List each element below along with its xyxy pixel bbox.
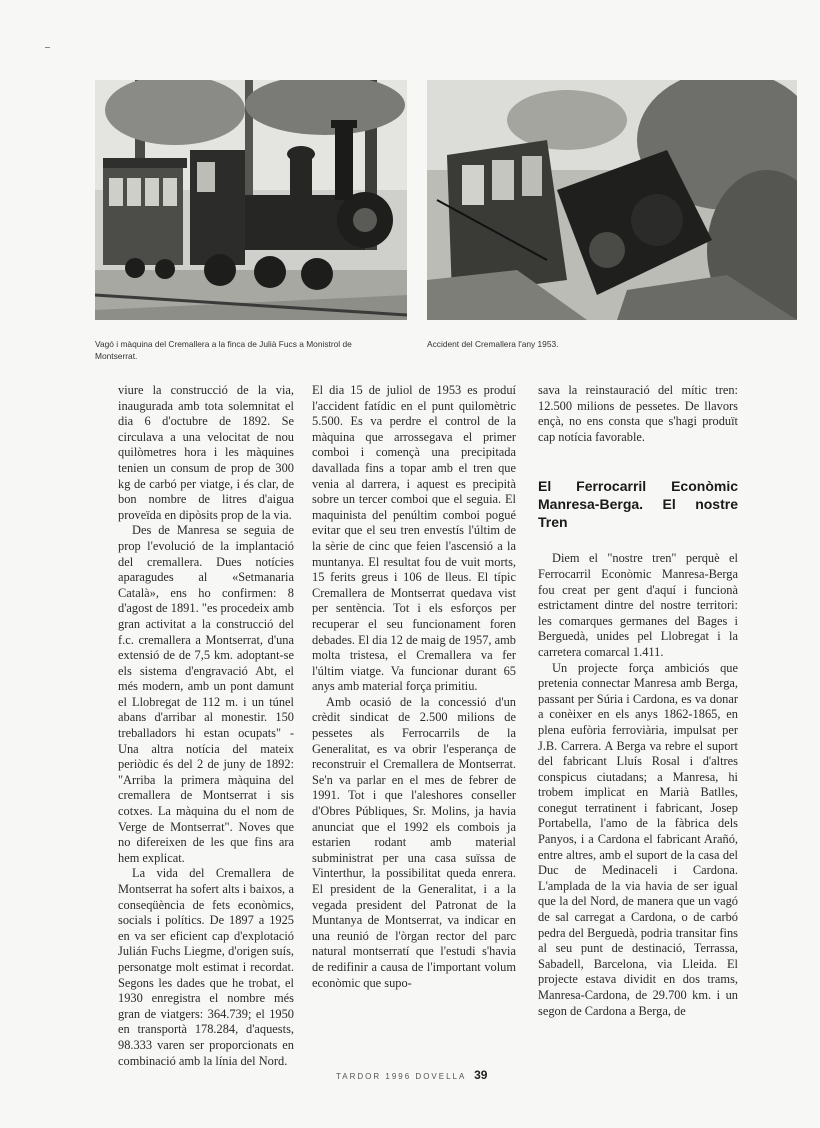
paragraph: La vida del Cremallera de Montserrat ha sofert alts i baixos, a conseqüència de fets econòmics, socials i polítics. De 1897 a 1925 en va ser eficient cap d'explotació Julián Fuchs Liegme, d'origen suís, personatge molt estimat i recordat. Segons les dades que he trobat, el 1930 enregistra el nombre més gran de viatgers: 364.739; el 1950 en transportà 178.284, d'aquests, 98.333 varen ser proporcionats en combinació amb la línia del Nord. bbox=[118, 866, 294, 1068]
margin-mark bbox=[45, 47, 50, 48]
photo-caption-right: Accident del Cremallera l'any 1953. bbox=[427, 339, 559, 349]
text-column-1 bbox=[118, 383, 294, 1069]
paragraph: Amb ocasió de la concessió d'un crèdit sindicat de 2.500 milions de pessetes als Ferrocarrils de la Generalitat, es va obrir l'esperança de reconstruir el Cremallera de Montserrat. Se'n va parlar en el mes de febrer de 1991. Tot i que l'aleshores conseller d'Obres Públiques, Sr. Molins, ja havia anunciat que el 1992 els combois ja estarien rodant amb material subministrat per una casa suïssa de Vinterthur, la possibilitat queda enrera. El president de la Generalitat, i a la vegada president del Patronat de la Muntanya de Montserrat, va indicar en una reunió de l'òrgan rector del parc natural montserratí que l'estudi s'havia de redifinir a causa de l'important volum econòmic que supo- bbox=[312, 694, 516, 990]
photo-train-wagon-locomotive bbox=[95, 80, 407, 320]
paragraph: Diem el "nostre tren" perquè el Ferrocarril Econòmic Manresa-Berga fou creat per gent d'aquí i funcionà estrictament dintre del nostre territori: les comarques germanes del Bages i Berguedà, unides pel Llobregat i la carretera comarcal 1.411. bbox=[538, 551, 738, 659]
text-column-3 bbox=[538, 383, 738, 1019]
paragraph: El dia 15 de juliol de 1953 es produí l'accident fatídic en el punt quilomètric 5.500. Es va perdre el control de la màquina que arrossegava el primer comboi i començà una precipitada davallada fins a topar amb el tren que venia al darrera, i aquest es precipità sobre un tercer comboi que el seguia. El maquinista del penúltim comboi pogué evitar que el seu tren envestís l'últim de la sèrie de cinc que feien l'ascensió a la muntanya. El resultat fou de vuit morts, 15 ferits greus i 106 de lleus. El típic Cremallera de Montserrat quedava vist per sentència. Tot i els esforços per recuperar el seu funcionament foren debades. El dia 12 de maig de 1957, amb molta tristesa, el Cremallera va fer l'últim viatge. Va funcionar durant 65 anys amb material força primitiu. bbox=[312, 383, 516, 694]
paragraph: viure la construcció de la via, inaugurada amb tota solemnitat el dia 6 d'octubre de 1892. Se circulava a una velocitat de nou quilòmetres hora i les màquines tenien un consum de prop de 300 kg de carbó per viatge, i és clar, de bon nombre de litres d'aigua proveïda en dipòsits prop de la via. bbox=[118, 383, 294, 522]
paragraph: sava la reinstauració del mític tren: 12.500 milions de pessetes. De llavors ençà, no ens consta que s'hagi produït cap notícia favorable. bbox=[538, 383, 738, 444]
footer-issue: TARDOR 1996 DOVELLA bbox=[336, 1072, 466, 1081]
photo-accident-1953 bbox=[427, 80, 797, 320]
paragraph: Des de Manresa se seguia de prop l'evolució de la implantació del cremallera. Dues notícies aparagudes al «Setmanaria Català», ens ho confirmen: 8 d'agost de 1891. "es procedeix amb gran activitat a la construcció del f.c. cremallera a Montserrat, d'una extensió de de 7,5 km. adoptant-se els sistema d'engravació Abt, el més modern, amb un pont damunt el Llobregat de 112 m. i un túnel abans d'arribar al monestir. 150 treballadors hi estan ocupats" - Una altra notícia del mateix periòdic és del 2 de juny de 1892: "Arriba la primera màquina del cremallera de Montserrat i sis cotxes. La màquina du el nom de Verge de Montserrat". Noves que no difereixen de les que fins ara hem explicat. bbox=[118, 523, 294, 865]
page-footer bbox=[336, 1068, 487, 1082]
page-number: 39 bbox=[474, 1068, 488, 1082]
section-heading: El Ferrocarril Econòmic Manresa-Berga. El nostre Tren bbox=[538, 478, 738, 531]
photo-caption-left: Vagó i màquina del Cremallera a la finca de Julià Fucs a Monistrol de Montserrat. bbox=[95, 339, 352, 361]
paragraph: Un projecte força ambiciós que pretenia connectar Manresa amb Berga, passant per Súria i Cardona, es va donar a conèixer en els anys 1862-1865, en plena eufòria ferroviària, impulsat per J.B. Carrera. A Berga va rebre el suport del fabricant Lluís Rosal i d'altres conspicus ciutadans; a Manresa, hi trobem implicat en Marià Batlles, conegut terratinent i fabricant, Josep Portabella, l'amo de la fàbrica dels Panyos, i a Cardona el fabricant Arañó, entre altres, amb el suport de la casa del Duc de Medinaceli i Cardona. L'amplada de la via havia de ser igual que la del Nord, de manera que un vagó de sal carregat a Cardona, o de carbó pedra del Berguedà, podria transitar fins al seu punt de destinació, Terrassa, Sabadell, Barcelona, via Lleida. El projecte estava dividit en dos trams, Manresa-Cardona, de 29.700 km. i un segon de Cardona a Berga, de bbox=[538, 660, 738, 1018]
text-column-2 bbox=[312, 383, 516, 991]
